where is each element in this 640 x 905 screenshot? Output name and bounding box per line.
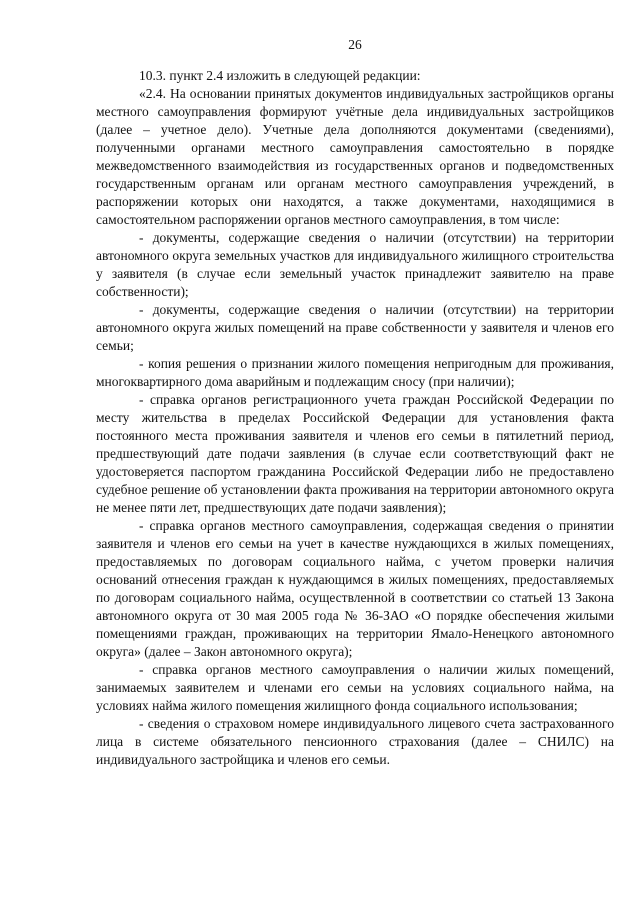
list-item-land-plots: - документы, содержащие сведения о наличии (отсутствии) на территории автономного округа земельных участков для индивидуального жилищного строительства у заявителя (в случае если земельный участок принадлежит заявителю на праве собственности); (96, 230, 614, 299)
paragraph-item-2-4: «2.4. На основании принятых документов индивидуальных застройщиков органы местного самоуправления формируют учётные дела индивидуальных застройщиков (далее – учетное дело). Учетные дела дополняются документами (сведениями), полученными органами местного самоуправления самостоятельно в порядке межведомственного взаимодействия из государственных органов и подведомственных государственным органам или органам местного самоуправления учреждений, в распоряжении которых они находятся, а также документами, находящимися в самостоятельном распоряжении органов местного самоуправления, в том числе: (96, 86, 614, 227)
list-item-housing-queue-certificate: - справка органов местного самоуправления, содержащая сведения о принятии заявителя и членов его семьи на учет в качестве нуждающихся в жилых помещениях, предоставляемых по договорам социального найма, с учетом проверки наличия оснований отнесения граждан к нуждающимся в жилых помещениях, предоставляемых по договорам социального найма, осуществленной в соответствии со статьей 13 Закона автономного округа от 30 мая 2005 года № 36-ЗАО «О порядке обеспечения жилыми помещениями граждан, проживающих на территории Ямало-Ненецкого автономного округа» (далее – Закон автономного округа); (96, 518, 614, 659)
list-item-snils: - сведения о страховом номере индивидуального лицевого счета застрахованного лица в системе обязательного пенсионного страхования (далее – СНИЛС) на индивидуального застройщика и членов его семьи. (96, 716, 614, 767)
list-item-registration-certificate: - справка органов регистрационного учета граждан Российской Федерации по месту жительства в пределах Российской Федерации для установления факта постоянного места проживания заявителя и членов его семьи в пятилетний период, предшествующий дате подачи заявления (в случае если соответствующий факт не удостоверяется паспортом гражданина Российской Федерации либо не предоставлено судебное решение об установлении факта проживания на территории автономного округа не менее пяти лет, предшествующих дате подачи заявления); (96, 392, 614, 515)
list-item-unfit-housing-decision: - копия решения о признании жилого помещения непригодным для проживания, многоквартирного дома аварийным и подлежащим сносу (при наличии); (96, 356, 614, 389)
paragraph-amendment-intro: 10.3. пункт 2.4 изложить в следующей редакции: (139, 68, 421, 83)
list-item-residential-premises: - документы, содержащие сведения о наличии (отсутствии) на территории автономного округа жилых помещений на праве собственности у заявителя и членов его семьи; (96, 302, 614, 353)
list-item-social-rent-certificate: - справка органов местного самоуправления о наличии жилых помещений, занимаемых заявителем и членами его семьи на условиях социального найма, на условиях найма жилого помещения жилищного фонда социального использования; (96, 662, 614, 713)
document-page (96, 36, 614, 769)
page-number: 26 (348, 37, 362, 52)
